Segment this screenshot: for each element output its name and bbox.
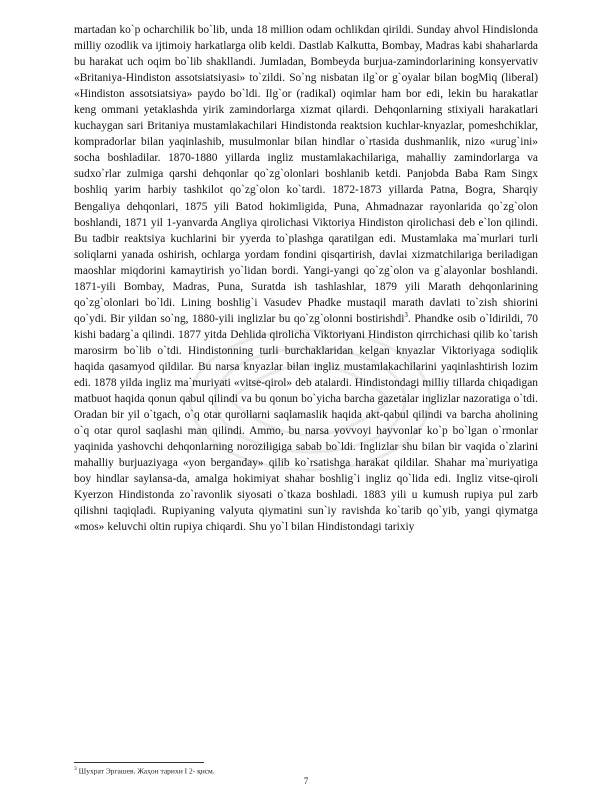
page-number: 7 <box>303 776 309 786</box>
footnote-divider <box>74 762 204 763</box>
footnote <box>74 765 215 776</box>
footnote-reference: 3 <box>404 311 408 320</box>
document-page <box>74 22 538 536</box>
body-paragraph <box>74 22 538 536</box>
paragraph-text-part-2: . Phandke osib o`ldirildi, 70 kishi badarg`a qilindi. 1877 yitda Dehlida qirolicha Viktoriyani Hindiston qirrchichasi qilib ko`tarish marosirm bo`lib o`tdi. Hindistonning turli burchaklaridan kelgan knyazlar Viktoriyaga sodiqlik haqida qasamyod qildilar. Bu narsa knyazlar bilan ingliz mustamlakachilarini yaqinlashtirish lozim edi. 1878 yilda ingliz ma`muriyati «vitse-qirol» deb atalardi. Hindistondagi milliy tillarda chiqadigan matbuot haqida qonun qabul qilindi va bu qonun bo`yicha barcha gazetalar inglizlar nazoratiga o`tdi. Oradan bir yil o`tgach, o`q otar qurollarni saqlamaslik haqida akt-qabul qilindi va barcha aholining o`q otar qurol saqlashi man qilindi. Ammo, bu narsa yovvoyi hayvonlar ko`p bo`lgan o`rmonlar yaqinida yashovchi dehqonlarning noroziligiga sabab bo`ldi. Inglizlar shu bilan bir vaqida o`zlarini mahalliy burjuaziyaga «yon berganday» qilib ko`rsatishga harakat qildilar. Shahar ma`muriyatiga boy hindlar saylansa-da, amalga hokimiyat shahar boshlig`i ingliz qo`lida edi. Ingliz vitse-qiroli Kyerzon Hindistonda zo`ravonlik siyosati o`tkaza boshladi. 1883 yili u kumush rupiya pul zarb qilishni taqiqladi. Rupiyaning valyuta qiymatini sun`iy ravishda ko`tarib qo`yib, yangi qiymatga «mos» keluvchi oltin rupiya chiqardi. Shu yo`l bilan Hindistondagi tarixiy <box>74 312 538 534</box>
paragraph-text-part-1: martadan ko`p ocharchilik bo`lib, unda 18 million odam ochlikdan qirildi. Sunday ahvol Hindislonda milliy ozodlik va ijtimoiy harkatlarga olib keldi. Dastlab Kalkutta, Bombay, Madras kabi shaharlarda bu harakat uch oqim bo`lib shakllandi. Jumladan, Bombeyda burjua-zamindorlarining konsyervativ «Britaniya-Hindiston assotsiatsiyasi» to`zildi. So`ng nisbatan ilg`or g`oyalar bilan bogMiq (liberal) «Hindiston assotsiatsiya» paydo bo`ldi. Ilg`or (radikal) oqimlar ham bor edi, lekin bu harakatlar keng ommani yetaklashda yirik zamindorlarga xizmat qilardi. Dehqonlarning stixiyali harakatlari kuchaygan sari Britaniya mustamlakachilari Hindistonda reaktsion kuchlar-knyazlar, pomeshchiklar, kompradorlar bilan yaqinlashib, musulmonlar bilan hindlar o`rtasida dushmanlik, nizo «urug`ini» socha boshladilar. 1870-1880 yillarda ingliz mustamlakachilariga, mahalliy zamindorlarga va sudxo`rlar zulmiga qarshi dehqonlar qo`zg`olonlari boshlanib ketdi. Panjobda Baba Ram Singx boshliq yarim harbiy tashkilot qo`zg`olon ko`tardi. 1872-1873 yillarda Patna, Bogra, Sharqiy Bengaliya dehqonlari, 1875 yili Batod hokimligida, Puna, Ahmadnazar rayonlarida qo`zg`olon boshlandi, 1871 yil 1-yanvarda Angliya qirolichasi Viktoriya Hindiston qirolichasi deb e`lon qilindi. Bu tadbir reaktsiya kuchlarini bir yyerda to`plashga qaratilgan edi. Mustamlaka ma`murlari turli soliqlarni yanada oshirish, ochlarga yordam fondini qisqartirish, davlai xizmatchilariga beriladigan maoshlar miqdorini kamaytirish yo`lidan bordi. Yangi-yangi qo`zg`olon va g`alayonlar boshlandi. 1871-yili Bombay, Madras, Puna, Suratda ish tashlashlar, 1879 yili Marath dehqonlarining qo`zg`olonlari bo`ldi. Lining boshlig`i Vasudev Phadke mustaqil marath davlati to`zish shiorini qo`ydi. Bir yildan so`ng, 1880-yili inglizlar bu qo`zg`olonni bostirishdi <box>74 24 538 325</box>
footnote-mark: 3 <box>74 766 77 772</box>
footnote-text: Шухрат Эргашев. Жаҳон тарихи I 2- қисм. <box>76 766 215 776</box>
